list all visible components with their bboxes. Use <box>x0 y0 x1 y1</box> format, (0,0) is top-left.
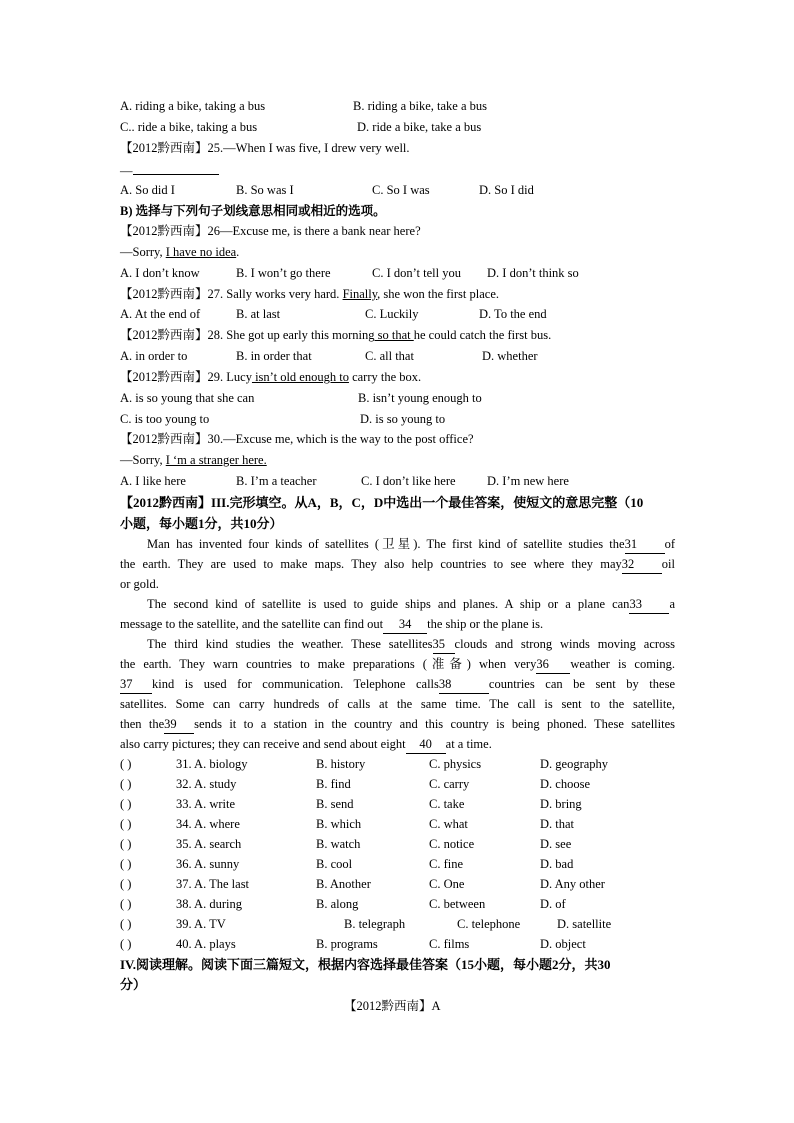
cloze-blank-34: 34 <box>383 616 427 634</box>
underlined-phrase: I have no idea <box>165 245 237 259</box>
cloze-option-b: B. history <box>316 757 366 771</box>
cloze-option-c: C. what <box>429 817 468 831</box>
cloze-option-c: C. telephone <box>457 917 521 931</box>
cloze-option-b: B. cool <box>316 857 353 871</box>
cloze-option-c: C. take <box>429 797 465 811</box>
q25-response-blank: — <box>120 160 219 180</box>
q27-option-a: A. At the end of <box>120 307 201 321</box>
cloze-blank-38: 38 <box>439 676 489 694</box>
q24-option-b: B. riding a bike, take a bus <box>353 99 487 113</box>
q28-option-a: A. in order to <box>120 349 188 363</box>
section-3-title-cont: 小题，每小题1分，共10分） <box>120 516 283 531</box>
cloze-paren: ( ) <box>120 797 132 811</box>
passage-line: satellites. Some can carry hundreds of calls at the same time. The call is sent to the satellite, <box>120 697 675 711</box>
passage-line: then the39 sends it to a station in the country and this country is being phoned. These satellites <box>120 716 675 734</box>
underlined-phrase: I ‘m a stranger here. <box>165 453 267 467</box>
cloze-option-a: 35. A. search <box>176 837 242 851</box>
q29-option-b: B. isn’t young enough to <box>358 391 482 405</box>
q27-option-c: C. Luckily <box>365 307 419 321</box>
cloze-option-c: C. between <box>429 897 486 911</box>
q24-option-a: A. riding a bike, taking a bus <box>120 99 266 113</box>
cloze-option-d: D. Any other <box>540 877 605 891</box>
cloze-option-c: C. carry <box>429 777 470 791</box>
cloze-paren: ( ) <box>120 917 132 931</box>
cloze-blank-35: 35 <box>433 636 455 654</box>
cloze-paren: ( ) <box>120 897 132 911</box>
cloze-blank-40: 40 <box>406 736 446 754</box>
q30-option-d: D. I’m new here <box>487 474 569 488</box>
cloze-option-b: B. watch <box>316 837 361 851</box>
cloze-option-a: 31. A. biology <box>176 757 248 771</box>
q26-option-b: B. I won’t go there <box>236 266 331 280</box>
cloze-option-a: 40. A. plays <box>176 937 236 951</box>
q26-question: 【2012黔西南】26—Excuse me, is there a bank near here? <box>120 224 421 238</box>
passage-line: message to the satellite, and the satellite can find out 34 the ship or the plane is. <box>120 616 543 634</box>
cloze-paren: ( ) <box>120 837 132 851</box>
q29-option-c: C. is too young to <box>120 412 210 426</box>
cloze-option-b: B. which <box>316 817 362 831</box>
cloze-blank-36: 36 <box>536 656 570 674</box>
cloze-option-d: D. satellite <box>557 917 612 931</box>
cloze-option-d: D. bring <box>540 797 582 811</box>
underlined-phrase: Finally <box>342 287 378 301</box>
q26-option-d: D. I don’t think so <box>487 266 579 280</box>
q30-option-c: C. I don’t like here <box>361 474 456 488</box>
cloze-option-d: D. see <box>540 837 572 851</box>
cloze-blank-37: 37 <box>120 676 152 694</box>
q28-option-d: D. whether <box>482 349 538 363</box>
passage-line: also carry pictures; they can receive and send about eight 40 at a time. <box>120 736 492 754</box>
cloze-option-a: 34. A. where <box>176 817 240 831</box>
passage-line: or gold. <box>120 577 159 591</box>
q27-option-b: B. at last <box>236 307 281 321</box>
cloze-option-a: 33. A. write <box>176 797 236 811</box>
cloze-option-a: 39. A. TV <box>176 917 226 931</box>
q24-option-c: C.. ride a bike, taking a bus <box>120 120 258 134</box>
passage-line: the earth. They are used to make maps. They also help countries to see where they may32 oil <box>120 556 675 574</box>
q26-option-c: C. I don’t tell you <box>372 266 462 280</box>
cloze-option-a: 38. A. during <box>176 897 242 911</box>
cloze-option-a: 37. A. The last <box>176 877 250 891</box>
q28-option-c: C. all that <box>365 349 414 363</box>
cloze-blank-33: 33 <box>629 596 669 614</box>
cloze-blank-31: 31 <box>625 536 665 554</box>
cloze-paren: ( ) <box>120 757 132 771</box>
cloze-option-d: D. object <box>540 937 586 951</box>
q30-response: —Sorry, I ‘m a stranger here. <box>120 453 267 467</box>
cloze-option-d: D. of <box>540 897 566 911</box>
cloze-option-a: 32. A. study <box>176 777 237 791</box>
cloze-option-b: B. programs <box>316 937 378 951</box>
q30-option-b: B. I’m a teacher <box>236 474 317 488</box>
q29-option-a: A. is so young that she can <box>120 391 255 405</box>
cloze-option-c: C. physics <box>429 757 482 771</box>
section-4-title-cont: 分） <box>120 977 147 992</box>
q27-option-d: D. To the end <box>479 307 547 321</box>
cloze-paren: ( ) <box>120 877 132 891</box>
cloze-option-b: B. find <box>316 777 351 791</box>
q24-option-d: D. ride a bike, take a bus <box>357 120 482 134</box>
source-tag: 【2012黔西南】 <box>120 141 208 155</box>
cloze-blank-39: 39 <box>164 716 194 734</box>
underlined-phrase: so that <box>374 328 414 342</box>
cloze-option-c: C. films <box>429 937 470 951</box>
cloze-paren: ( ) <box>120 937 132 951</box>
passage-line: the earth. They warn countries to make preparations (准备) when very36 weather is coming. <box>120 656 675 674</box>
q25-question: 【2012黔西南】25.—When I was five, I drew very well. <box>120 141 410 155</box>
q29-question: 【2012黔西南】29. Lucy isn’t old enough to carry the box. <box>120 370 422 384</box>
q30-option-a: A. I like here <box>120 474 186 488</box>
section-3-title: 【2012黔西南】III.完形填空。从A，B，C，D中选出一个最佳答案，使短文的意思完整（10 <box>120 495 644 510</box>
cloze-option-d: D. choose <box>540 777 590 791</box>
q26-response: —Sorry, I have no idea. <box>120 245 240 259</box>
q25-option-c: C. So I was <box>372 183 430 197</box>
cloze-option-d: D. that <box>540 817 575 831</box>
q25-option-d: D. So I did <box>479 183 534 197</box>
cloze-option-c: C. fine <box>429 857 464 871</box>
passage-line: The third kind studies the weather. These satellites35 clouds and strong winds moving across <box>120 636 675 654</box>
cloze-option-b: B. send <box>316 797 354 811</box>
q28-option-b: B. in order that <box>236 349 312 363</box>
q27-question: 【2012黔西南】27. Sally works very hard. Finally, she won the first place. <box>120 287 500 301</box>
cloze-option-b: B. along <box>316 897 359 911</box>
q25-option-b: B. So was I <box>236 183 294 197</box>
q25-option-a: A. So did I <box>120 183 175 197</box>
section-b-title: B) 选择与下列句子划线意思相同或相近的选项。 <box>120 204 386 218</box>
answer-blank <box>133 160 219 175</box>
passage-line: 37 kind is used for communication. Telephone calls38 countries can be sent by these <box>120 676 675 694</box>
section-4-title: IV.阅读理解。阅读下面三篇短文，根据内容选择最佳答案（15小题，每小题2分，共30 <box>120 957 611 972</box>
passage-line: Man has invented four kinds of satellites (卫星). The first kind of satellite studies the31 of <box>120 536 675 554</box>
q28-question: 【2012黔西南】28. She got up early this morning so that he could catch the first bus. <box>120 328 552 342</box>
cloze-paren: ( ) <box>120 857 132 871</box>
cloze-option-a: 36. A. sunny <box>176 857 240 871</box>
q30-question: 【2012黔西南】30.—Excuse me, which is the way to the post office? <box>120 432 474 446</box>
cloze-option-d: D. geography <box>540 757 609 771</box>
passage-a-heading: 【2012黔西南】A <box>344 999 441 1013</box>
cloze-option-c: C. notice <box>429 837 475 851</box>
cloze-option-d: D. bad <box>540 857 574 871</box>
q29-option-d: D. is so young to <box>360 412 446 426</box>
cloze-option-c: C. One <box>429 877 465 891</box>
passage-line: The second kind of satellite is used to guide ships and planes. A ship or a plane can33 a <box>120 596 675 614</box>
underlined-phrase: isn’t old enough to <box>251 370 349 384</box>
cloze-blank-32: 32 <box>622 556 662 574</box>
cloze-option-b: B. Another <box>316 877 371 891</box>
q26-option-a: A. I don’t know <box>120 266 200 280</box>
cloze-option-b: B. telegraph <box>344 917 406 931</box>
cloze-paren: ( ) <box>120 777 132 791</box>
cloze-paren: ( ) <box>120 817 132 831</box>
